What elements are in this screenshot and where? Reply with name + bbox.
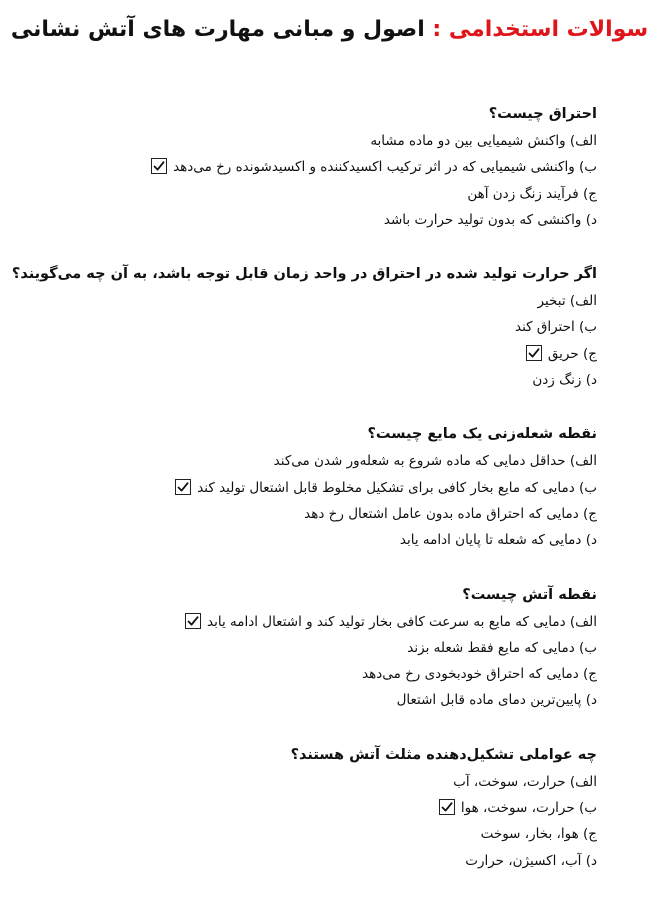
checkbox-icon — [185, 613, 201, 629]
question-text: نقطه شعله‌زنی یک مایع چیست؟ — [367, 426, 597, 443]
checkbox-icon — [526, 345, 542, 361]
option — [37, 848, 597, 874]
question-5 — [37, 741, 597, 874]
question-list — [11, 100, 597, 901]
option-text: ج) حریق — [547, 345, 597, 362]
title-main: اصول و مبانی مهارت های آتش نشانی — [10, 17, 425, 42]
option-text: الف) حرارت، سوخت، آب — [453, 773, 597, 790]
option — [37, 128, 597, 154]
option — [37, 475, 597, 501]
title-reflection — [0, 44, 659, 70]
option — [37, 341, 597, 367]
option-text: ج) دمایی که احتراق ماده بدون عامل اشتعال رخ دهد — [304, 505, 597, 522]
option — [37, 367, 597, 393]
option — [37, 181, 597, 207]
option-text: الف) دمایی که مایع به سرعت کافی بخار تولید کند و اشتعال ادامه یابد — [206, 613, 597, 630]
question-2 — [11, 260, 597, 393]
checkbox-icon — [151, 158, 167, 174]
question-3 — [37, 420, 597, 553]
page-header — [0, 14, 659, 84]
question-text: اگر حرارت تولید شده در احتراق در واحد زمان قابل توجه باشد، به آن چه می‌گویند؟ — [11, 266, 597, 283]
option-text: ب) احتراق کند — [515, 319, 597, 336]
checkbox-icon — [175, 479, 191, 495]
option-text: ب) دمایی که مایع بخار کافی برای تشکیل مخلوط قابل اشتعال تولید کند — [197, 479, 597, 496]
option-text: د) واکنشی که بدون تولید حرارت باشد — [383, 211, 597, 228]
question-text: چه عواملی تشکیل‌دهنده مثلث آتش هستند؟ — [290, 746, 597, 763]
option — [37, 154, 597, 180]
option — [37, 609, 597, 635]
checkbox-icon — [439, 799, 455, 815]
option-text: د) زنگ زدن — [532, 372, 597, 389]
question-1 — [37, 100, 597, 233]
option — [37, 821, 597, 847]
option — [37, 448, 597, 474]
option-text: ب) دمایی که مایع فقط شعله بزند — [407, 639, 597, 656]
option-text: الف) حداقل دمایی که ماده شروع به شعله‌ور شدن می‌کند — [273, 453, 597, 470]
option — [37, 661, 597, 687]
option-text: ب) حرارت، سوخت، هوا — [460, 800, 597, 817]
option-text: الف) تبخیر — [537, 293, 597, 310]
option — [37, 501, 597, 527]
option — [37, 314, 597, 340]
option — [37, 527, 597, 553]
page-title — [11, 14, 648, 46]
option-text: ب) واکنشی شیمیایی که در اثر ترکیب اکسیدکننده و اکسیدشونده رخ می‌دهد — [173, 159, 597, 176]
option — [37, 795, 597, 821]
option-text: د) پایین‌ترین دمای ماده قابل اشتعال — [396, 692, 597, 709]
option — [37, 288, 597, 314]
option-text: ج) هوا، بخار، سوخت — [480, 826, 597, 843]
question-text: نقطه آتش چیست؟ — [462, 586, 597, 603]
option — [37, 769, 597, 795]
option — [37, 687, 597, 713]
option — [37, 635, 597, 661]
option-text: د) دمایی که شعله تا پایان ادامه یابد — [399, 532, 597, 549]
option-text: ج) فرآیند زنگ زدن آهن — [467, 185, 597, 202]
option — [37, 207, 597, 233]
question-text: احتراق چیست؟ — [488, 106, 597, 122]
option-text: الف) واکنش شیمیایی بین دو ماده مشابه — [370, 133, 597, 149]
option-text: ج) دمایی که احتراق خودبخودی رخ می‌دهد — [362, 666, 597, 683]
option-text: د) آب، اکسیژن، حرارت — [465, 852, 597, 869]
title-prefix: سوالات استخدامی : — [432, 17, 649, 42]
question-4 — [37, 581, 597, 714]
